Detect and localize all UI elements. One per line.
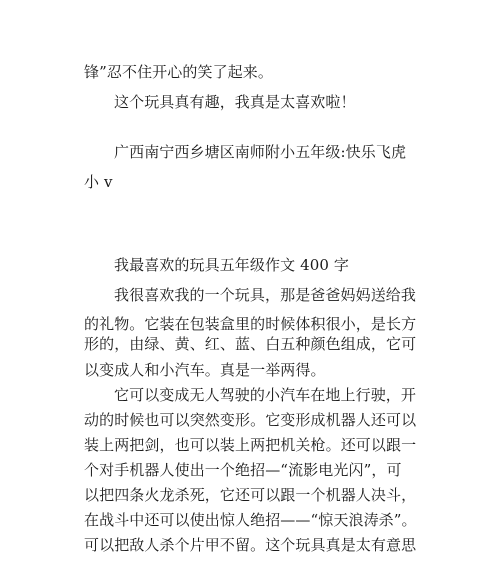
text-line: 的礼物。它装在包装盒里的时候体积很小，是长方	[84, 315, 417, 333]
text-line: 可以把敌人杀个片甲不留。这个玩具真是太有意思	[84, 536, 417, 554]
essay-title: 我最喜欢的玩具五年级作文 400 字	[114, 256, 349, 274]
text-line: 动的时候也可以突然变形。它变形成机器人还可以	[84, 411, 417, 429]
text-line: 小 v	[84, 173, 113, 191]
text-line: 这个玩具真有趣，我真是太喜欢啦！	[114, 93, 356, 111]
text-line: 形的，由绿、黄、红、蓝、白五种颜色组成，它可	[84, 335, 417, 353]
text-line: 个对手机器人使出一个绝招—“流影电光闪”，可	[84, 461, 402, 479]
text-line: 锋”忍不住开心的笑了起来。	[84, 63, 273, 81]
text-line: 在战斗中还可以使出惊人绝招——“惊天浪涛杀”。	[84, 511, 417, 529]
text-line: 以把四条火龙杀死，它还可以跟一个机器人决斗，	[84, 486, 417, 504]
text-line: 我很喜欢我的一个玩具，那是爸爸妈妈送给我	[114, 286, 417, 304]
text-line: 广西南宁西乡塘区南师附小五年级:快乐飞虎	[114, 143, 407, 161]
text-line: 装上两把剑，也可以装上两把机关枪。还可以跟一	[84, 436, 417, 454]
text-line: 以变成人和小汽车。真是一举两得。	[84, 361, 326, 379]
text-line: 它可以变成无人驾驶的小汽车在地上行驶，开	[114, 386, 417, 404]
